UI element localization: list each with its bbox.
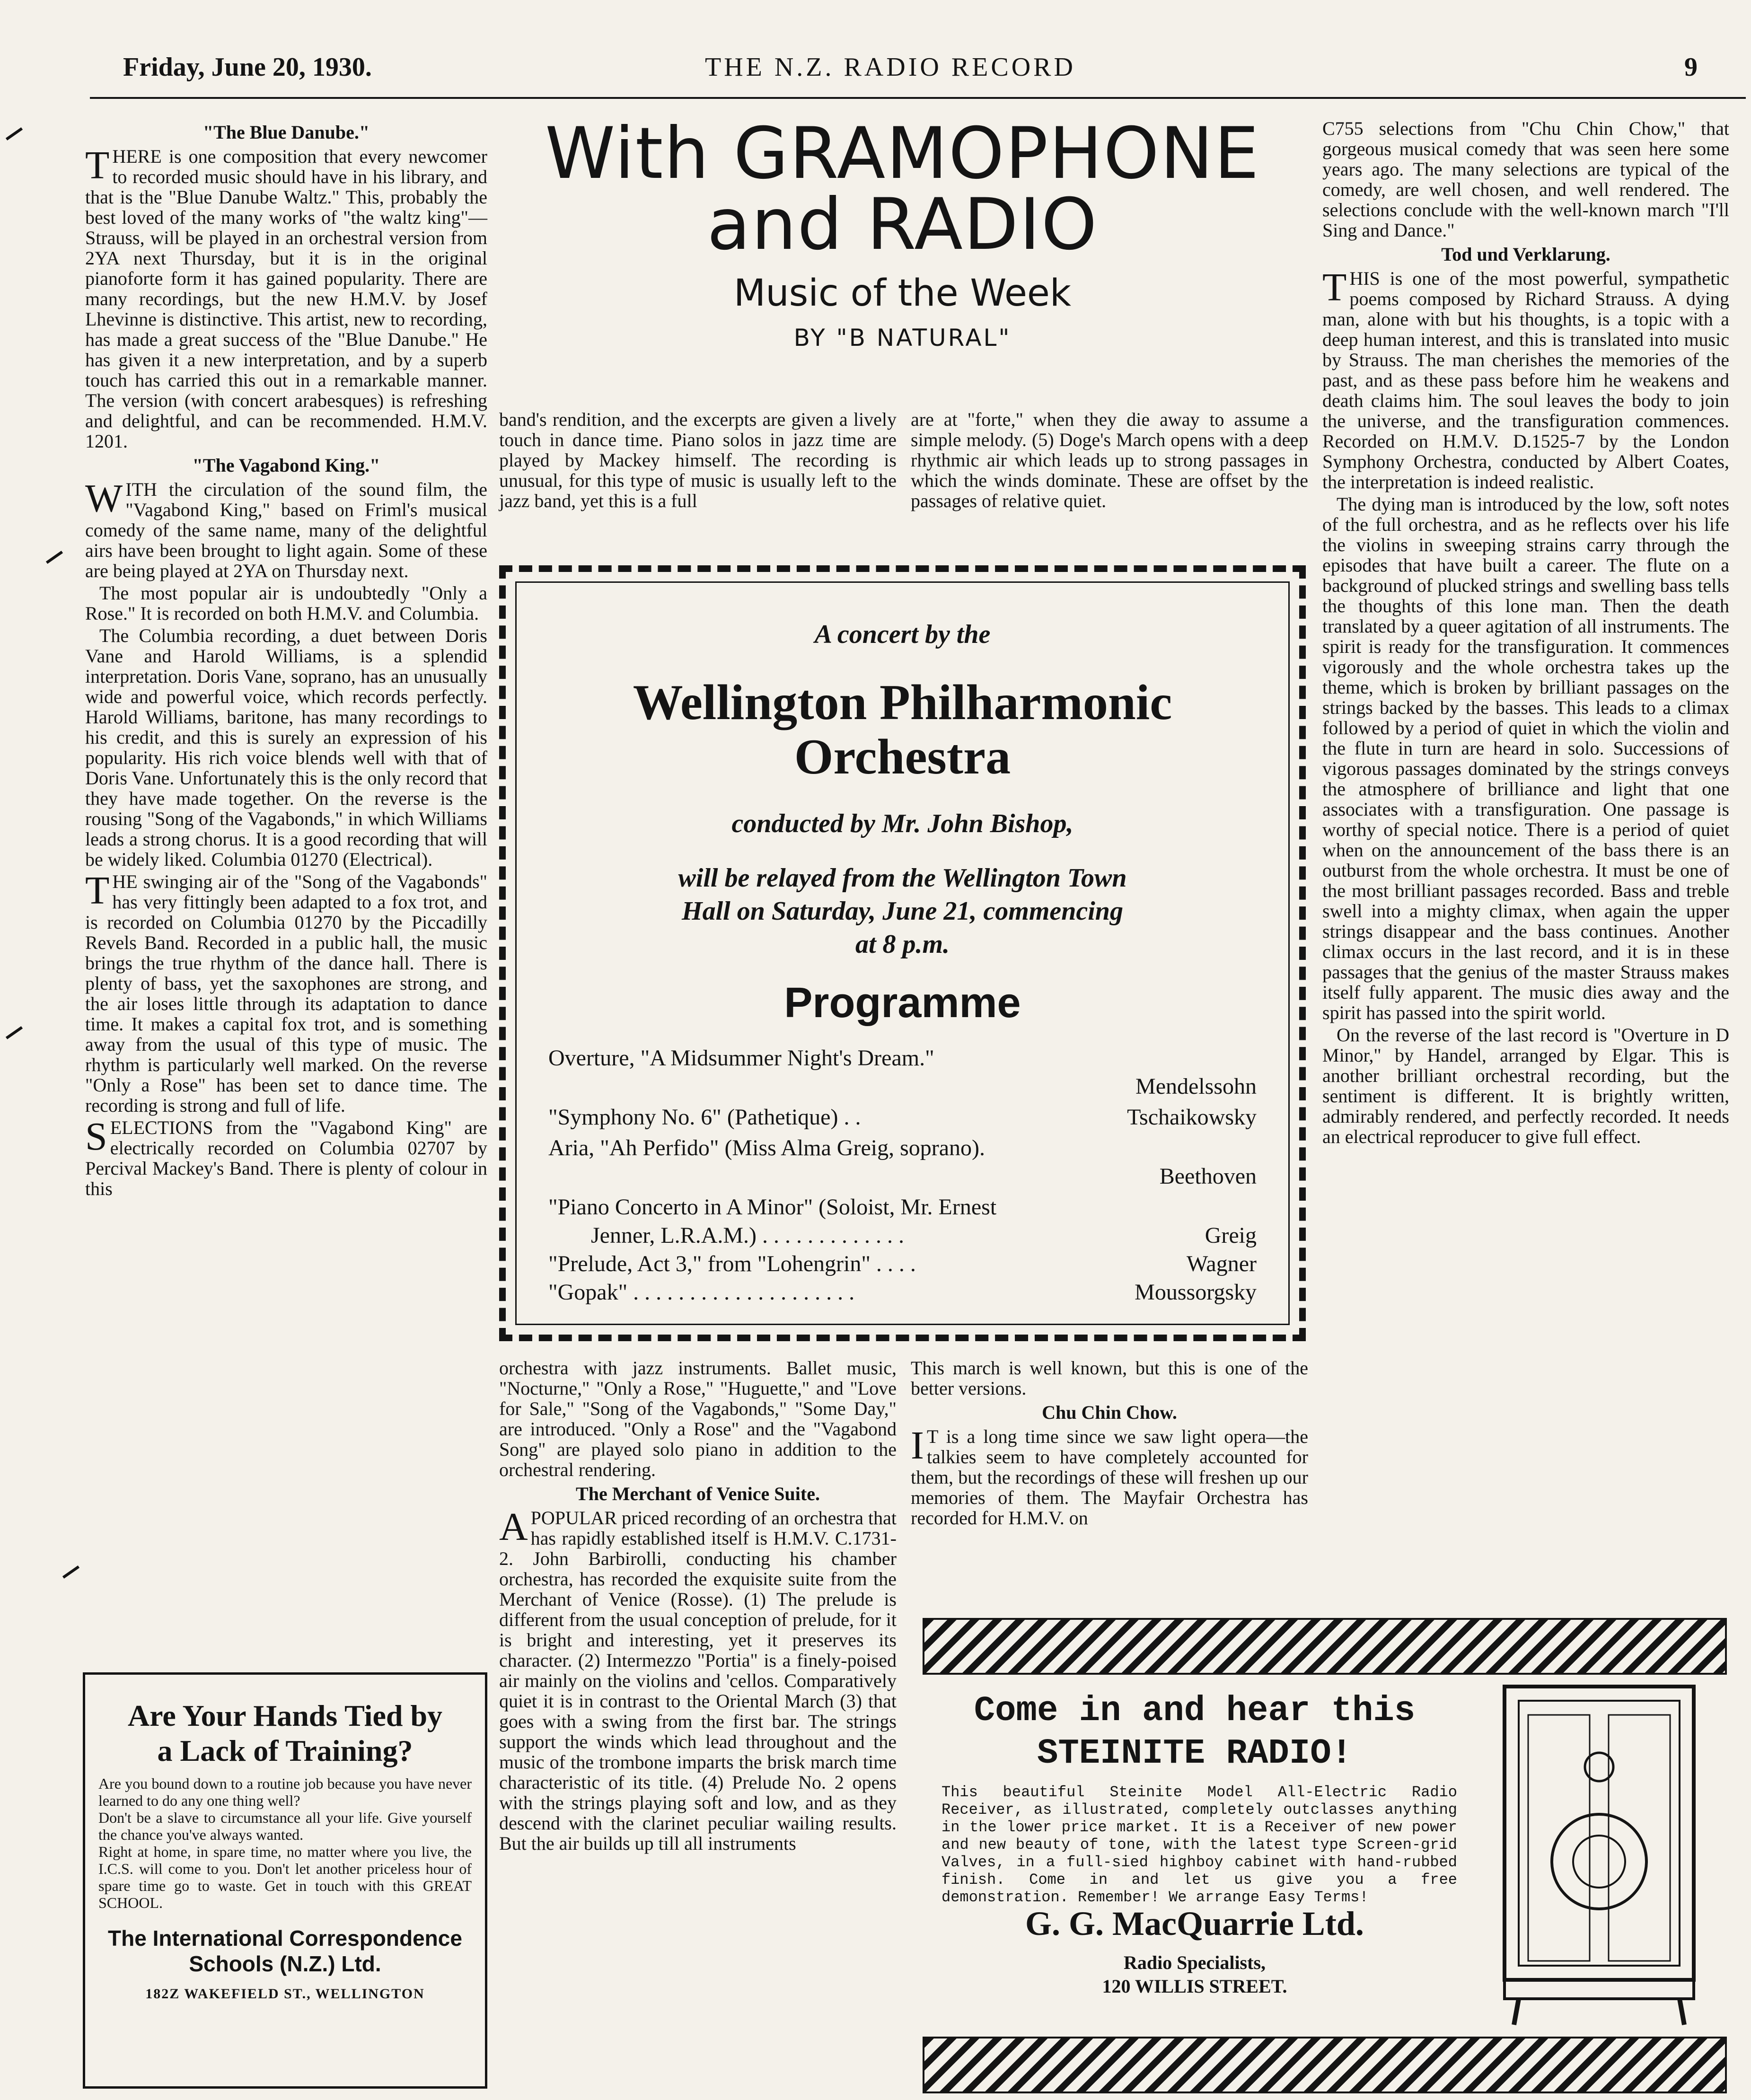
programme-work: "Piano Concerto in A Minor" (Soloist, Mr. Ernest: [548, 1195, 997, 1220]
programme-composer: Mendelssohn: [1135, 1074, 1257, 1099]
ics-body-paragraph: Right at home, in spare time, no matter where you live, the I.C.S. will come to you. Don't let another priceless hour of spare time go to waste. Get in touch with this GREAT SCHOOL.: [98, 1843, 472, 1911]
programme-work: "Prelude, Act 3," from "Lohengrin" . . . .: [548, 1251, 916, 1276]
programme-item: [548, 1279, 1257, 1306]
programme-item: [548, 1104, 1257, 1131]
page-number: 9: [1684, 53, 1698, 82]
article-paragraph: The dying man is introduced by the low, soft notes of the full orchestra, and as he reflects over his life the violins in sweeping strains carry through the episodes that have built a career. The flute on a background of plucked strings and swelling bass tells the thoughts of this lone man. Then the death translated by a queer agitation of all instruments. The spirit is ready for the transfiguration. It commences vigorously and the whole orchestra takes up the theme, which is broken by brilliant passages on the strings backed by the basses. This leads to a climax followed by a period of quiet in which the violin and the flute in turn are heard in solo. Successions of vigorous passages dominated by the strings conveys the atmosphere of brilliance and light that one associates with a transfiguration. One passage is worthy of special notice. There is a period of quiet when on the announcement of the bass there is an outburst from the whole orchestra. It must be one of the most brilliant passages recorded. Bass and treble swell into a mighty climax, when again the upper strings disappear and the bass continues. Another climax occurs in the last record, and it is in these passages that the genius of the master Strauss makes itself fully apparent. The music dies away and the spirit has passed into the spirit world.: [1322, 493, 1729, 1023]
article-chu-chin-chow: IT is a long time since we saw light opera—the talkies seem to have completely accounted for them, but the recordings of these will freshen up our memories of them. The Mayfair Orchestra has recorded for H.M.V. on: [911, 1423, 1308, 1529]
programme-work: Aria, "Ah Perfido" (Miss Alma Greig, soprano).: [548, 1135, 985, 1160]
ics-name-line1: The International Correspondence: [108, 1926, 462, 1951]
mid-lower-right: [911, 1358, 1308, 1530]
article-paragraph: orchestra with jazz instruments. Ballet music, "Nocturne," "Only a Rose," "Huguette," and "Love for Sale," "Song of the Vagabonds," "Some Day," are introduced. "Only a Rose" and the "Vagabond Song" are played solo piano in addition to the orchestral rendering.: [499, 1357, 897, 1480]
programme-title: Programme: [784, 979, 1021, 1027]
headline-vagabond-king: "The Vagabond King.": [192, 455, 380, 476]
banner-subtitle: Music of the Week: [733, 272, 1072, 315]
ics-advertisement: [83, 1672, 487, 2089]
programme-composer: Beethoven: [1159, 1164, 1257, 1189]
relay-line1: will be relayed from the Wellington Town: [678, 863, 1127, 893]
column-4: [1322, 118, 1729, 1149]
issue-date: Friday, June 20, 1930.: [123, 53, 372, 82]
ics-body-paragraph: Don't be a slave to circumstance all your life. Give yourself the chance you've always wanted.: [98, 1809, 472, 1843]
margin-mark: [62, 1565, 79, 1579]
concert-intro: A concert by the: [814, 620, 991, 649]
header-rule: [90, 97, 1746, 99]
banner-title-line1: With GRAMOPHONE: [545, 113, 1260, 195]
mid-upper-right: [911, 409, 1308, 513]
ics-headline-line1: Are Your Hands Tied by: [127, 1699, 443, 1732]
article-paragraph: This march is well known, but this is one of the better versions.: [911, 1357, 1308, 1399]
ics-body-paragraph: Are you bound down to a routine job because you have never learned to do any one thing well?: [98, 1775, 472, 1809]
steinite-company: G. G. MacQuarrie Ltd.: [1025, 1905, 1364, 1942]
programme-composer: Greig: [1205, 1223, 1257, 1248]
feature-banner: [499, 113, 1306, 351]
headline-chu-chin-chow: Chu Chin Chow.: [1042, 1402, 1177, 1423]
relay-line2: Hall on Saturday, June 21, commencing: [682, 896, 1123, 926]
steinite-headline-line2: STEINITE RADIO!: [1037, 1734, 1353, 1774]
relay-line3: at 8 p.m.: [855, 930, 950, 959]
programme-work: "Symphony No. 6" (Pathetique) . .: [548, 1105, 861, 1130]
programme-item: [548, 1073, 1257, 1100]
steinite-role: Radio Specialists,: [1123, 1952, 1266, 1973]
programme-composer: Wagner: [1186, 1251, 1257, 1276]
ics-headline-line2: a Lack of Training?: [157, 1734, 413, 1767]
banner-title-line2: and RADIO: [707, 184, 1098, 266]
steinite-address: 120 WILLIS STREET.: [1102, 1976, 1287, 1997]
programme-item: [591, 1222, 1257, 1249]
headline-merchant-of-venice: The Merchant of Venice Suite.: [576, 1483, 820, 1504]
margin-mark: [46, 551, 63, 564]
banner-byline: BY "B NATURAL": [793, 324, 1012, 351]
steinite-body: This beautiful Steinite Model All-Electric Radio Receiver, as illustrated, completely outclasses anything in the lower price market. It is a Receiver of new power and new beauty of tone, with the latest type Screen-grid Valves, in a full-sied highboy cabinet with hand-rubbed finish. Come in and let us give you a free demonstration. Remember! We arrange Easy Terms!: [941, 1784, 1457, 1906]
headline-blue-danube: "The Blue Danube.": [202, 122, 370, 143]
column-1: [85, 118, 487, 1201]
programme-item: [548, 1135, 1257, 1161]
article-song-of-vagabonds: THE swinging air of the "Song of the Vagabonds" has very fittingly been adapted to a fox trot, and is recorded on Columbia 01270 by the Piccadilly Revels Band. Recorded in a public hall, the music brings the true rhythm of the dance hall. There is plenty of bass, yet the saxophones are strong, and the air loses little through its adaptation to dance time. It makes a capital fox trot, and is something away from the usual of this type of music. The rhythm is particularly well marked. On the reverse "Only a Rose" has been set to dance time. The recording is strong and full of life.: [85, 869, 487, 1116]
ics-address: 182Z WAKEFIELD ST., WELLINGTON: [145, 1986, 425, 2002]
programme-composer: Moussorgsky: [1135, 1280, 1257, 1305]
programme-item: [548, 1194, 1257, 1221]
decorative-border-bottom: [923, 2037, 1727, 2093]
programme-work: Overture, "A Midsummer Night's Dream.": [548, 1046, 934, 1071]
steinite-advertisement: [923, 1682, 1727, 2032]
margin-mark: [6, 1026, 23, 1039]
mid-lower-left: [499, 1358, 897, 1855]
newspaper-title: THE N.Z. RADIO RECORD: [705, 53, 1076, 82]
article-paragraph: On the reverse of the last record is "Overture in D Minor," by Handel, arranged by Elgar. This is another brilliant orchestral recording, but the sentiment is different. It is brightly written, admirably rendered, and perfectly recorded. It needs an electrical reproducer to give full effect.: [1322, 1024, 1729, 1147]
programme-work: Jenner, L.R.A.M.) . . . . . . . . . . . . .: [591, 1223, 905, 1248]
ics-body: [85, 1768, 485, 1911]
programme-composer: Tschaikowsky: [1127, 1105, 1257, 1130]
article-paragraph: band's rendition, and the excerpts are given a lively touch in dance time. Piano solos in jazz time are played by Mackey himself. The recording is unusual, for this type of music is usually left to the jazz band, yet this is a full: [499, 409, 897, 511]
article-paragraph: The most popular air is undoubtedly "Only a Rose." It is recorded on both H.M.V. and Columbia.: [85, 582, 487, 624]
headline-tod-und-verklarung: Tod und Verklarung.: [1441, 244, 1610, 265]
article-selections: SELECTIONS from the "Vagabond King" are electrically recorded on Columbia 02707 by Percival Mackey's Band. There is plenty of colour in this: [85, 1115, 487, 1199]
programme-item: [548, 1045, 1257, 1072]
steinite-headline-line1: Come in and hear this: [974, 1691, 1416, 1731]
programme-item: [548, 1163, 1257, 1190]
orchestra-name-line2: Orchestra: [794, 729, 1011, 784]
concert-announcement: [499, 565, 1306, 1341]
article-merchant-of-venice: APOPULAR priced recording of an orchestra that has rapidly established itself is H.M.V. C.1731-2. John Barbirolli, conducting his chamber orchestra, has recorded the exquisite suite from the Merchant of Venice (Rosse). (1) The prelude is different from the usual conception of prelude, for it is bright and interesting, yet it preserves its character. (2) Intermezzo "Portia" is a finely-poised air mainly on the violins and 'cellos. Comparatively quiet it is in contrast to the Oriental March (3) that goes with a swing from the first bar. The strings support the winds which lead throughout and the music of the trombone imparts the brisk march time characteristic of its title. (4) Prelude No. 2 opens with the strings playing soft and low, and as they descend with the clarinet peculiar wailing results. But the air builds up till all instruments: [499, 1505, 897, 1854]
margin-mark: [6, 127, 23, 141]
article-paragraph: The Columbia recording, a duet between Doris Vane and Harold Williams, is a splendid interpretation. Doris Vane, soprano, has an unusually wide and powerful voice, which records perfectly. Harold Williams, baritone, has many recordings to his credit, and this is surely an expression of his popularity. His rich voice blends well with that of Doris Vane. Unfortunately this is the only record that they have made together. On the reverse is the rousing "Song of the Vagabonds," in which Williams leads a strong chorus. It is a good recording that will be widely liked. Columbia 01270 (Electrical).: [85, 625, 487, 870]
orchestra-name-line1: Wellington Philharmonic: [633, 675, 1172, 730]
ics-name-line2: Schools (N.Z.) Ltd.: [189, 1951, 381, 1976]
article-tod-und-verklarung: THIS is one of the most powerful, sympathetic poems composed by Richard Strauss. A dying man, alone with but his thoughts, is a topic with a deep human interest, and this is translated into music by Strauss. The man cherishes the memories of the past, and as these pass before him he weakens and death claims him. The soul leaves the body to join the universe, and the transfiguration commences. Recorded on H.M.V. D.1525-7 by the London Symphony Orchestra, conducted by Albert Coates, the interpretation is indeed realistic.: [1322, 265, 1729, 492]
conductor-line: conducted by Mr. John Bishop,: [731, 809, 1073, 838]
programme-item: [548, 1251, 1257, 1277]
decorative-border-top: [923, 1618, 1727, 1675]
article-paragraph: C755 selections from "Chu Chin Chow," that gorgeous musical comedy that was seen here some years ago. The many selections are typical of the comedy, are well chosen, and well rendered. The selections conclude with the well-known march "I'll Sing and Dance.": [1322, 118, 1729, 241]
mid-upper-left: [499, 409, 897, 513]
programme-work: "Gopak" . . . . . . . . . . . . . . . . . . . .: [548, 1280, 855, 1305]
article-vagabond-king-intro: WITH the circulation of the sound film, the "Vagabond King," based on Friml's musical comedy of the same name, many of the delightful airs have been brought to light again. Some of these are being played at 2YA on Thursday next.: [85, 476, 487, 581]
article-paragraph: are at "forte," when they die away to assume a simple melody. (5) Doge's March opens with a deep rhythmic air which leads up to strong passages in which the winds dominate. These are offset by the passages of relative quiet.: [911, 409, 1308, 511]
radio-cabinet-illustration: [1490, 1682, 1713, 2027]
article-blue-danube: THERE is one composition that every newcomer to recorded music should have in his library, and that is the "Blue Danube Waltz." This, probably the best loved of the many works of "the waltz king"—Strauss, will be played in an orchestral version from 2YA next Thursday, but it is in the original pianoforte form it has gained popularity. There are many recordings, but the new H.M.V. by Josef Lhevinne is distinctive. This artist, new to recording, has made a great success of the "Blue Danube." He has given it a new interpretation, and by a superb touch has carried this out in a remarkable manner. The version (with concert arabesques) is refreshing and delightful, and can be recommended. H.M.V. 1201.: [85, 143, 487, 452]
